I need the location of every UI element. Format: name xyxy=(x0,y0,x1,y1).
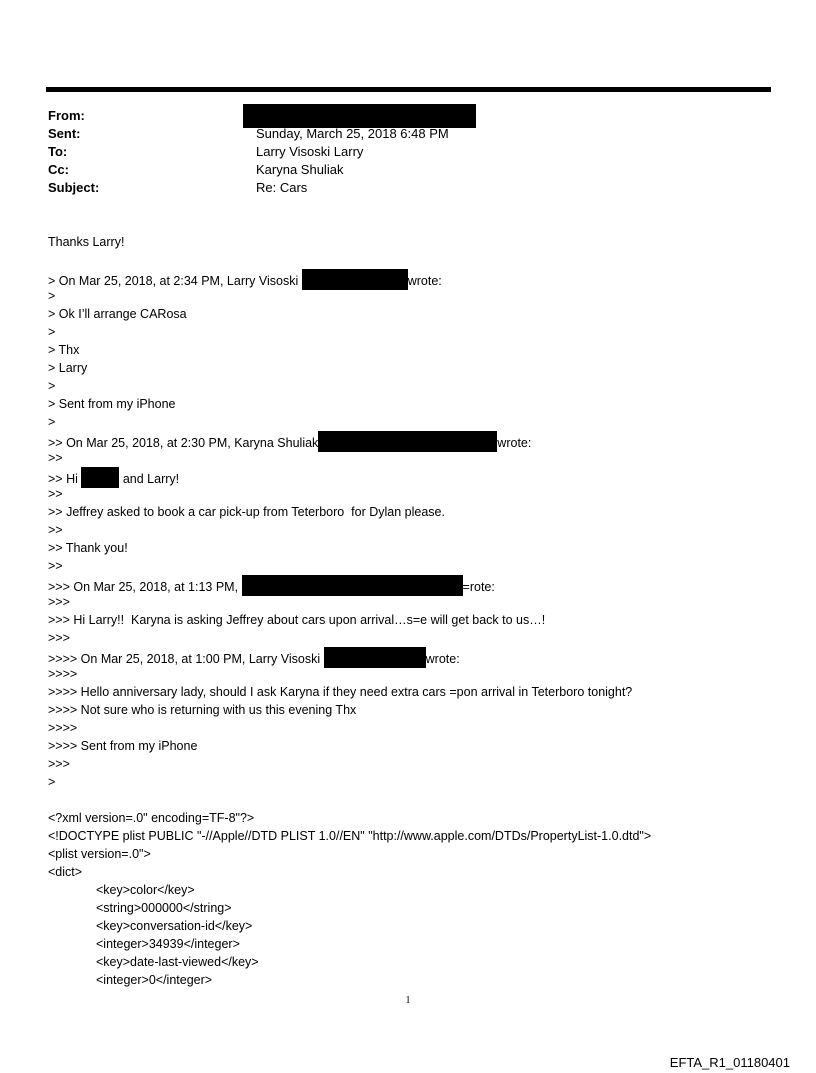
email-redaction xyxy=(318,431,497,452)
quote-line: > Larry xyxy=(48,361,88,375)
plist-line: <plist version=.0"> xyxy=(48,847,151,861)
header-rule xyxy=(46,87,771,92)
quote-line: >>>> Hello anniversary lady, should I ask Karyna if they need extra cars =pon arrival in Teterboro tonight? xyxy=(48,685,633,699)
quote-line: >> xyxy=(48,451,63,465)
quote-text: >> Hi xyxy=(48,472,82,486)
from-label: From: xyxy=(48,108,85,123)
quote-text: wrote: xyxy=(497,436,532,450)
quote-line: >>> xyxy=(48,631,70,645)
cc-value: Karyna Shuliak xyxy=(256,162,344,177)
quote-line: >> xyxy=(48,523,63,537)
quote-line: > Thx xyxy=(48,343,80,357)
quote-line: >> xyxy=(48,487,63,501)
quote-text: and Larry! xyxy=(119,472,180,486)
quote-text: > On Mar 25, 2018, at 2:34 PM, Larry Visoski xyxy=(48,274,302,288)
email-redaction xyxy=(324,647,426,668)
quote-line: >> Jeffrey asked to book a car pick-up from Teterboro for Dylan please. xyxy=(48,505,445,519)
plist-line: <!DOCTYPE plist PUBLIC "-//Apple//DTD PLIST 1.0//EN" "http://www.apple.com/DTDs/PropertyList-1.0.dtd"> xyxy=(48,829,652,843)
quote-line: > xyxy=(48,289,56,303)
quote-line: >> xyxy=(48,559,63,573)
quote-line xyxy=(48,431,531,452)
quote-text: >> On Mar 25, 2018, at 2:30 PM, Karyna Shuliak xyxy=(48,436,319,450)
plist-line: <key>date-last-viewed</key> xyxy=(96,955,259,969)
plist-line: <integer>0</integer> xyxy=(96,973,213,987)
quote-line: >>> xyxy=(48,595,70,609)
email-redaction xyxy=(302,269,408,290)
quote-line xyxy=(48,269,442,290)
quote-text: >>>> On Mar 25, 2018, at 1:00 PM, Larry Visoski xyxy=(48,652,324,666)
plist-line: <dict> xyxy=(48,865,83,879)
page-number: 1 xyxy=(405,995,411,1006)
plist-line: <integer>34939</integer> xyxy=(96,937,240,951)
plist-line: <string>000000</string> xyxy=(96,901,232,915)
quote-line: >> Thank you! xyxy=(48,541,128,555)
quote-line xyxy=(48,467,179,488)
plist-line: <key>conversation-id</key> xyxy=(96,919,253,933)
quote-line: > xyxy=(48,775,56,789)
greeting-line: Thanks Larry! xyxy=(48,235,125,249)
plist-line: <?xml version=.0" encoding=TF-8"?> xyxy=(48,811,255,825)
quote-line: >>>> Not sure who is returning with us this evening Thx xyxy=(48,703,357,717)
sent-value: Sunday, March 25, 2018 6:48 PM xyxy=(256,126,449,141)
subject-label: Subject: xyxy=(48,180,100,195)
quote-line: >>>> xyxy=(48,721,78,735)
quote-line: > xyxy=(48,415,56,429)
quote-line: > Ok I’ll arrange CARosa xyxy=(48,307,187,321)
cc-label: Cc: xyxy=(48,162,69,177)
quote-line xyxy=(48,575,495,596)
quote-line xyxy=(48,647,460,668)
subject-value: Re: Cars xyxy=(256,180,308,195)
quote-line: >>>> Sent from my iPhone xyxy=(48,739,198,753)
quote-line: > Sent from my iPhone xyxy=(48,397,176,411)
quote-line: > xyxy=(48,379,56,393)
plist-line: <key>color</key> xyxy=(96,883,195,897)
quote-line: >>>> xyxy=(48,667,78,681)
quote-line: > xyxy=(48,325,56,339)
quote-line: >>> xyxy=(48,757,70,771)
quote-text: =rote: xyxy=(462,580,495,594)
to-label: To: xyxy=(48,144,68,159)
sent-label: Sent: xyxy=(48,126,81,141)
email-redaction xyxy=(242,575,463,596)
to-value: Larry Visoski Larry xyxy=(256,144,364,159)
bates-number: EFTA_R1_01180401 xyxy=(669,1055,790,1070)
quote-text: >>> On Mar 25, 2018, at 1:13 PM, xyxy=(48,580,242,594)
name-redaction xyxy=(81,467,119,488)
quote-text: wrote: xyxy=(425,652,460,666)
quote-text: wrote: xyxy=(407,274,442,288)
quote-line: >>> Hi Larry!! Karyna is asking Jeffrey about cars upon arrival…s=e will get back to us…! xyxy=(48,613,546,627)
